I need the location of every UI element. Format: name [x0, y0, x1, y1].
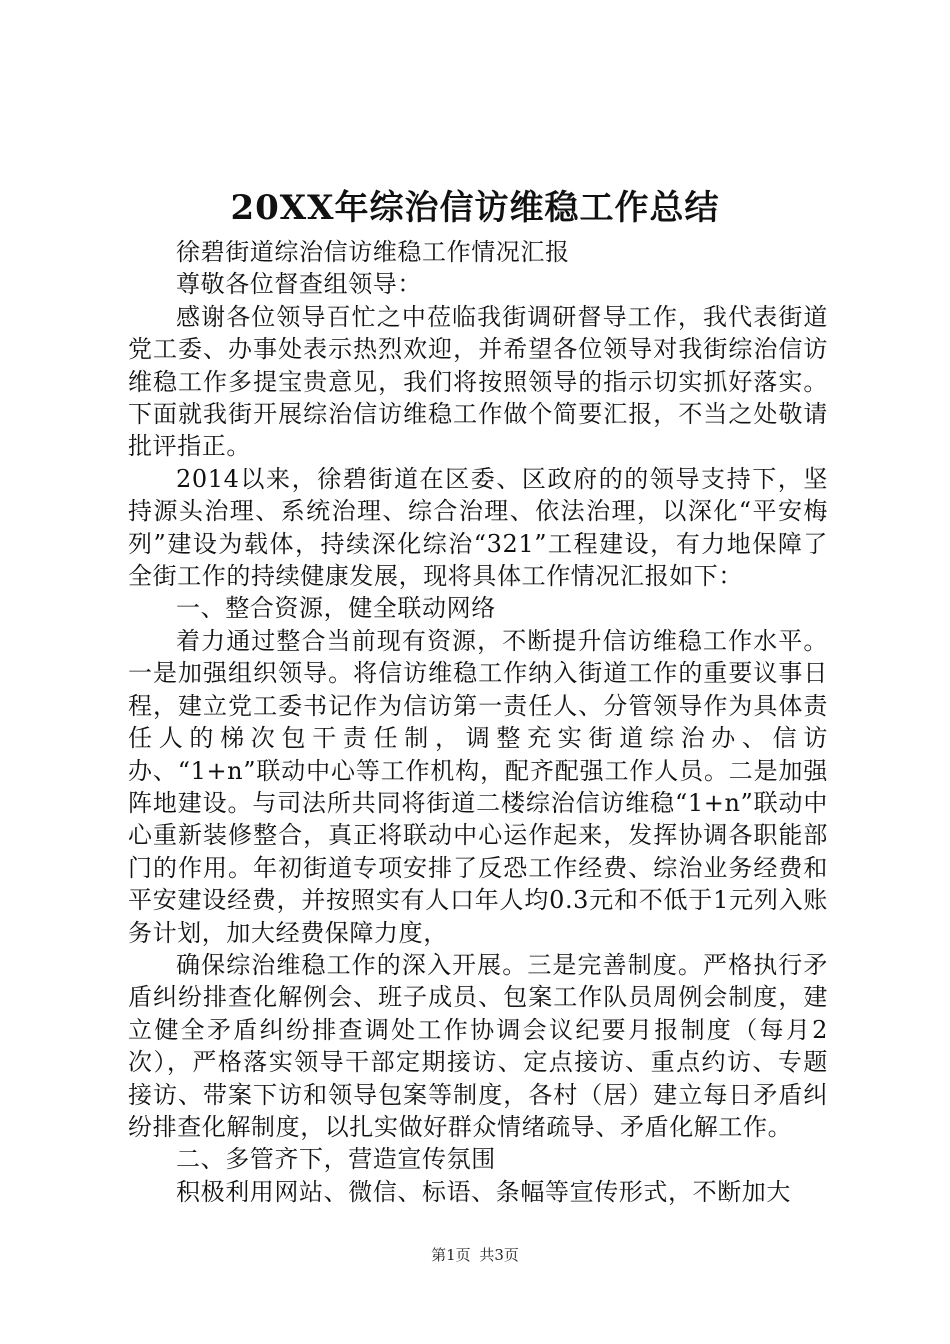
paragraph-section-1-continued: 确保综治维稳工作的深入开展。三是完善制度。严格执行矛盾纠纷排查化解例会、班子成员、包案工作队员周例会制度，建立健全矛盾纠纷排查调处工作协调会议纪要月报制度（每月2次），严格落实领导干部定期接访、定点接访、重点约访、专题接访、带案下访和领导包案等制度，各村（居）建立每日矛盾纠纷排查化解制度，以扎实做好群众情绪疏导、矛盾化解工作。 [128, 950, 828, 1141]
page-number: 第1页 [431, 1246, 471, 1264]
paragraph-report-heading: 徐碧街道综治信访维稳工作情况汇报 [176, 238, 570, 266]
paragraph-overview: 2014以来，徐碧街道在区委、区政府的的领导支持下，坚持源头治理、系统治理、综合治理、依法治理，以深化“平安梅列”建设为载体，持续深化综治“321”工程建设，有力地保障了全街工作的持续健康发展，现将具体工作情况汇报如下： [128, 464, 828, 591]
paragraph-opening: 感谢各位领导百忙之中莅临我街调研督导工作，我代表街道党工委、办事处表示热烈欢迎，并希望各位领导对我街综治信访维稳工作多提宝贵意见，我们将按照领导的指示切实抓好落实。下面就我街开展综治信访维稳工作做个简要汇报，不当之处敬请批评指正。 [128, 302, 828, 461]
document-title: 20XX年综治信访维稳工作总结 [230, 188, 720, 228]
section-heading-1: 一、整合资源，健全联动网络 [176, 594, 496, 623]
paragraph-salutation: 尊敬各位督查组领导： [176, 270, 422, 299]
page-total: 共3页 [479, 1246, 519, 1264]
page-footer [0, 1245, 950, 1265]
document-body [128, 236, 828, 1208]
section-heading-2: 二、多管齐下，营造宣传氛围 [176, 1145, 496, 1174]
paragraph-section-1: 着力通过整合当前现有资源，不断提升信访维稳工作水平。一是加强组织领导。将信访维稳工作纳入街道工作的重要议事日程，建立党工委书记作为信访第一责任人、分管领导作为具体责任人的梯次包干责任制，调整充实街道综治办、信访办、“1+n”联动中心等工作机构，配齐配强工作人员。二是加强阵地建设。与司法所共同将街道二楼综治信访维稳“1+n”联动中心重新装修整合，真正将联动中心运作起来，发挥协调各职能部门的作用。年初街道专项安排了反恐工作经费、综治业务经费和平安建设经费，并按照实有人口年人均0.3元和不低于1元列入账务计划，加大经费保障力度， [128, 626, 828, 947]
paragraph-section-2: 积极利用网站、微信、标语、条幅等宣传形式，不断加大 [176, 1177, 791, 1206]
